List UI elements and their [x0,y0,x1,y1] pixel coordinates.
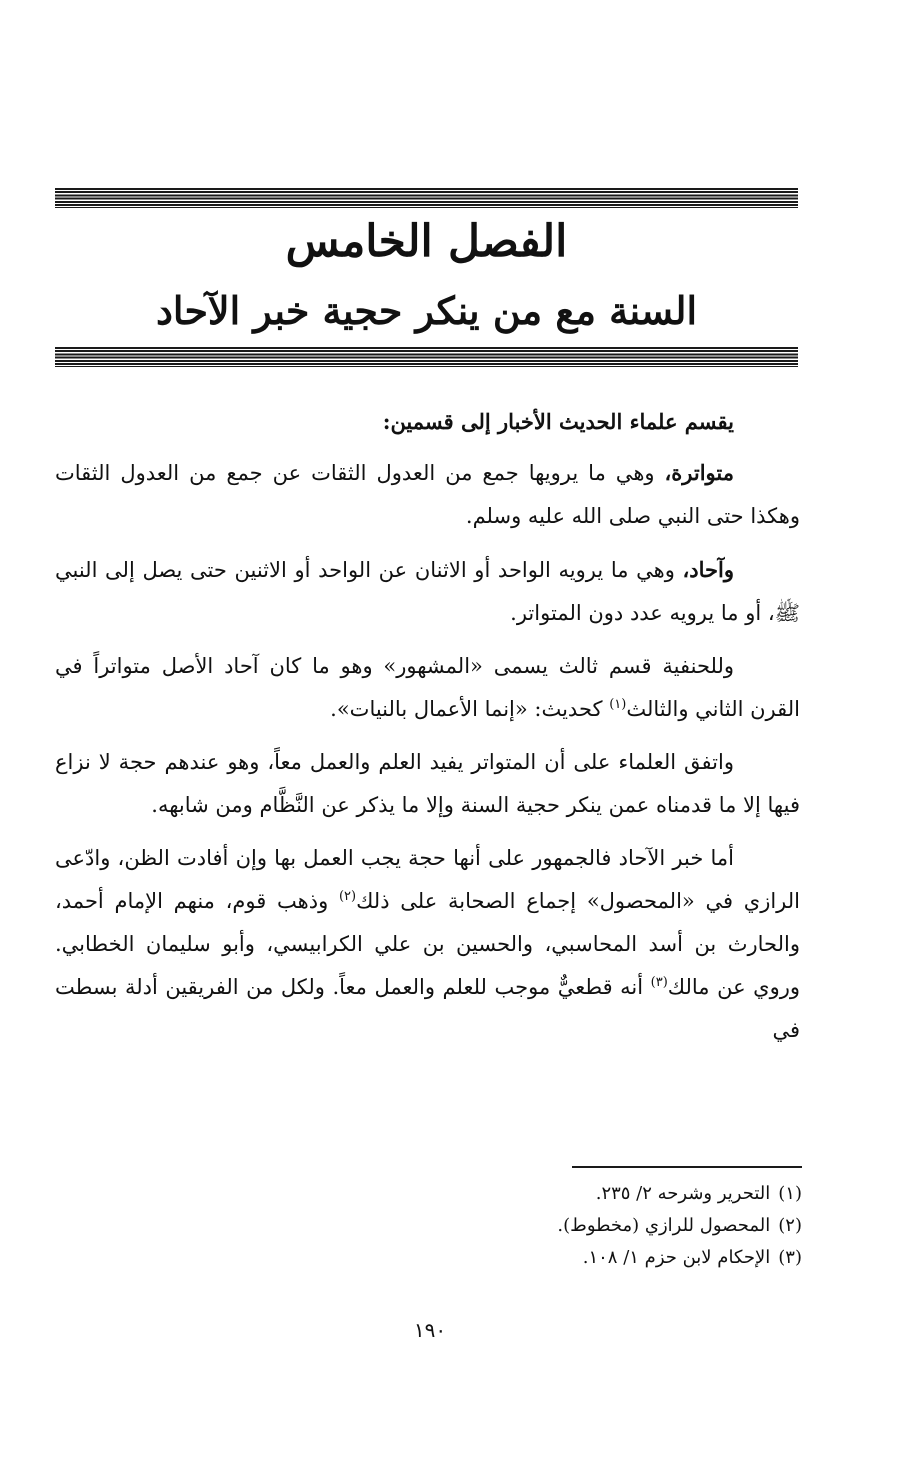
footnote-item [400,1242,802,1274]
body-text [55,400,800,1062]
footnote-ref-1: (١) [609,697,627,712]
footnote-item [400,1210,802,1242]
footnote-number: (١) [778,1183,802,1204]
footnote-text: التحرير وشرحه ٢/ ٢٣٥. [595,1183,771,1204]
paragraph-ahad [55,548,800,635]
footnote-separator [572,1166,802,1168]
paragraph-text: أما خبر الآحاد فالجمهور على أنها حجة يجب العمل بها وإن أفادت الظن، وادّعى الرازي في «المحصول» إجماع الصحابة على ذلك [55,846,800,913]
footnotes [400,1178,802,1274]
term-ahad: وآحاد، [682,557,734,582]
paragraph-text: كحديث: «إنما الأعمال بالنيات». [330,697,610,721]
footnote-text: المحصول للرازي (مخطوط). [557,1215,771,1236]
chapter-title: الفصل الخامس [285,216,568,267]
footnote-text: الإحكام لابن حزم ١/ ١٠٨. [582,1247,771,1268]
paragraph-agreement [55,741,800,827]
footnote-item [400,1178,802,1210]
footnote-ref-2: (٢) [338,889,357,904]
paragraph-text: واتفق العلماء على أن المتواتر يفيد العلم والعمل معاً، وهو عندهم حجة لا نزاع فيها إلا ما قدمناه عمن ينكر حجية السنة وإلا ما يذكر عن النَّظَّام ومن شابهه. [55,750,800,817]
header-rule-top [55,188,798,208]
paragraph-mashhur [55,645,800,731]
term-mutawatir: متواترة، [664,460,734,485]
paragraph-khabar-ahad [55,837,800,1052]
paragraph-text: وذهب قوم، منهم الإمام أحمد، والحارث بن أسد المحاسبي، والحسين بن علي الكرابيسي، وأبو سليمان الخطابي. وروي عن مالك [55,889,800,999]
paragraph-text: أنه قطعيٌّ موجب للعلم والعمل معاً. ولكل من الفريقين أدلة بسطت في [55,975,800,1042]
footnote-number: (٣) [778,1247,802,1268]
footnote-number: (٢) [778,1215,802,1236]
chapter-subtitle: السنة مع من ينكر حجية خبر الآحاد [155,288,698,333]
paragraph-text: وللحنفية قسم ثالث يسمى «المشهور» وهو ما كان آحاد الأصل متواتراً في القرن الثاني والثالث [55,654,800,721]
footnote-ref-3: (٣) [650,975,668,990]
page-number: ١٩٠ [413,1318,447,1342]
intro-paragraph: يقسم علماء الحديث الأخبار إلى قسمين: [382,409,734,434]
paragraph-text: وهي ما يرويها جمع من العدول الثقات عن جمع من العدول الثقات وهكذا حتى النبي صلى الله عليه وسلم. [55,461,800,528]
header-rule-bottom [55,347,798,367]
paragraph-text: وهي ما يرويه الواحد أو الاثنان عن الواحد أو الاثنين حتى يصل إلى النبي ﷺ، أو ما يرويه عدد دون المتواتر. [55,558,800,625]
paragraph-mutawatir [55,451,800,538]
